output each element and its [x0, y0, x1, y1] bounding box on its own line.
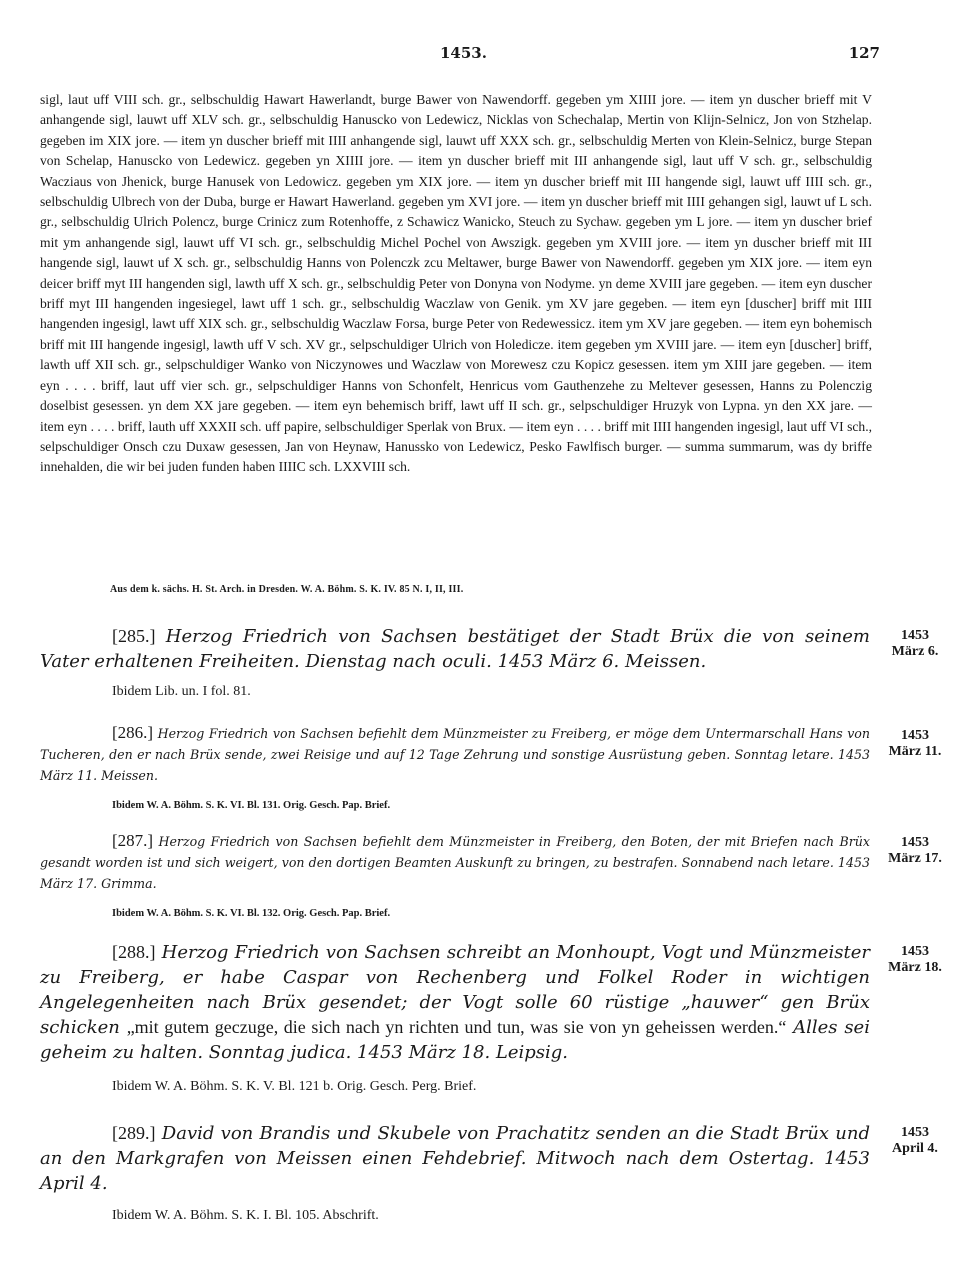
date-year: 1453 [901, 728, 929, 743]
document-source: Ibidem W. A. Böhm. S. K. VI. Bl. 131. Orig. Gesch. Pap. Brief. [112, 800, 391, 811]
regest-body: Herzog Friedrich von Sachsen befiehlt dem Münzmeister in Freiberg, den Boten, der mit Briefen nach Brüx gesandt worden ist und sich weigert, von den dortigen Beamten Auskunft zu bringen, zu bestrafen. Sonnabend nach letare. 1453 März 17. Grimma. [40, 834, 870, 891]
date-day: März 11. [888, 744, 942, 759]
date-288 [880, 944, 950, 976]
date-year: 1453 [901, 628, 929, 643]
document-source: Ibidem Lib. un. I fol. 81. [112, 684, 251, 699]
document-number: [287.] [112, 831, 154, 850]
regest-body: Herzog Friedrich von Sachsen bestätiget der Stadt Brüx die von seinem Vater erhaltenen Freiheiten. Dienstag nach oculi. 1453 März 6. Meissen. [40, 626, 870, 672]
date-285 [880, 628, 950, 660]
regest-body-part2: Alles sei geheim zu halten. Sonntag judica. 1453 März 18. Leipsig. [40, 1017, 870, 1063]
date-year: 1453 [901, 1125, 929, 1140]
document-source: Ibidem W. A. Böhm. S. K. VI. Bl. 132. Orig. Gesch. Pap. Brief. [112, 908, 391, 919]
document-289 [40, 1121, 870, 1224]
date-day: April 4. [892, 1141, 938, 1156]
regest-body: David von Brandis und Skubele von Prachatitz senden an die Stadt Brüx und an den Markgrafen von Meissen einen Fehdebrief. Mitwoch nach dem Ostertag. 1453 April 4. [40, 1123, 870, 1194]
date-day: März 6. [891, 644, 939, 659]
page-number: 127 [848, 44, 880, 62]
document-number: [285.] [112, 626, 156, 646]
regest-body-part1: Herzog Friedrich von Sachsen schreibt an Monhoupt, Vogt und Münzmeister zu Freiberg, er habe Caspar von Rechenberg und Folkel Roder in wichtigen Angelegenheiten nach Brüx gesendet; der Vogt solle 60 rüstige „hauwer“ gen Brüx schicken [40, 942, 870, 1038]
date-286 [880, 728, 950, 760]
date-year: 1453 [901, 835, 929, 850]
regest-text [40, 624, 870, 674]
document-number: [286.] [112, 723, 154, 742]
regest-text [40, 830, 870, 894]
archive-source-note: Aus dem k. sächs. H. St. Arch. in Dresden. W. A. Böhm. S. K. IV. 85 N. I, II, III. [110, 584, 464, 595]
date-day: März 17. [888, 851, 942, 866]
date-287 [880, 835, 950, 867]
page-header [40, 44, 880, 68]
regest-text [40, 940, 870, 1065]
date-year: 1453 [901, 944, 929, 959]
document-source: Ibidem W. A. Böhm. S. K. I. Bl. 105. Abschrift. [112, 1208, 379, 1223]
document-source: Ibidem W. A. Böhm. S. K. V. Bl. 121 b. Orig. Gesch. Perg. Brief. [112, 1079, 477, 1094]
regest-text [40, 1121, 870, 1196]
quoted-source-text: „mit gutem geczuge, die sich nach yn richten und tun, was sie von yn geheissen werden.“ [126, 1017, 787, 1037]
document-number: [289.] [112, 1123, 156, 1143]
document-285 [40, 624, 870, 700]
date-day: März 18. [888, 960, 942, 975]
document-288 [40, 940, 870, 1095]
regest-text [40, 722, 870, 786]
document-number: [288.] [112, 942, 156, 962]
header-year: 1453. [440, 44, 487, 62]
continuation-text: sigl, laut uff VIII sch. gr., selbschuldig Hawart Hawerlandt, burge Bawer von Nawendorff. gegeben ym XIIII jore. — item yn duscher brieff mit V anhangende sigl, lauwt uff XLV sch. gr., selbschuldig Hanuscko von Ledewicz, Nicklas von Schechalap, Mertin von Klijn-Selnicz, Jon von Stzhelap. gegeben im XIX jore. — item yn duscher brieff mit IIII anhangende sigl, lauwt uff XXX sch. gr., selbschuldig Merten von Klein-Selnicz, burge Stepan von Schelap, Hanuscko von Ledewicz. gegeben yn XIIII jore. — item yn duscher brieff mit III anhangende sigl, laut uff V sch. gr., selbschuldig Wacziaus von Jhenick, burge Hanusek von Ledowicz. gegeben ym XIX jore. — item yn duscher brieff mit III hangende sigl, lauwt uff IIII sch. gr., selbschuldig Ulbrech von der Duba, burge er Hawart Hawerland. gegeben ym XVI jore. — item yn duscher brieff mit IIII gehangen sigl, lauwt uf L sch. gr., selbschuldig Ulrich Polencz, burge Crinicz zum Rotenhoffe, z Schawicz Wanicko, Steuch zu Sychaw. gegeben ym L jore. — item yn duscher brief mit ym anhangende sigl, lauwt uff VI sch. gr., selbschuldig Michel Pochel von Awszigk. gegeben ym XVIII jore. — item yn duscher brieff mit III hangende sigl, lauwt uf X sch. gr., selbschuldig Hanns von Polenczk zcu Meltawer, burge Bawer von Nawendorff. gegeben ym XIX jore. — item eyn deicer briff myt III hangenden sigl, lawth uff X sch. gr., selbschuldig Peter von Donyna von Nodyme. yn deme XVIII jare gegeben. — item eyn duscher briff myt III hangenden ingesiegel, lawt uff 1 sch. gr., selbschuldig Waczlaw von Genik. ym XV jare gegeben. — item eyn [duscher] briff mit IIII hangenden ingesigl, lawt uff XIX sch. gr., selbschuldig Waczlaw Forsa, burge Peter von Redewessicz. item ym XV jare gegeben. — item eyn bohemisch briff mit III hangende ingesigl, lawth uff V sch. XV gr., selpschuldiger Ulrich von Holedicze. item gegeben ym XVIII jare. — item eyn [duscher] briff, lawth uff XII sch. gr., selpschuldiger Wanko von Niczynowes und Waczlaw von Morewesz czu Kopicz gesessen. item ym XIII jare gegeben. — item eyn . . . . briff, laut uff vier sch. gr., selpschuldiger Hanns von Schonfelt, Henricus vom Gauthenzehe zu Meltever gesessen, Hanns zu Polenczig doselbist gesessen. yn dem XX jare gegeben. — item eyn behemisch briff, lawt uff II sch. gr., selpschuldiger Hruzyk von Lypna. yn den XX jare. — item eyn . . . . briff, lauth uff XXXII sch. uff papire, selbschuldiger Sperlak von Brux. — item eyn . . . . briff mit IIII hangenden ingesigl, laut uff VI sch., selpschuldiger Onsch czu Duxaw gesessen, Jan von Heynaw, Hanussko von Ledewicz, Pesko Fawlfisch burger. — summa summarum, was dy briffe innehalden, die wir bei juden funden haben IIIIC sch. LXXVIII sch. [40, 92, 872, 475]
date-289 [880, 1125, 950, 1157]
document-286 [40, 722, 870, 811]
regest-body: Herzog Friedrich von Sachsen befiehlt dem Münzmeister zu Freiberg, er möge dem Untermarschall Hans von Tucheren, den er nach Brüx sende, zwei Reisige und auf 12 Tage Zehrung und sonstige Ausrüstung geben. Sonntag letare. 1453 März 11. Meissen. [40, 726, 871, 783]
document-287 [40, 830, 870, 919]
